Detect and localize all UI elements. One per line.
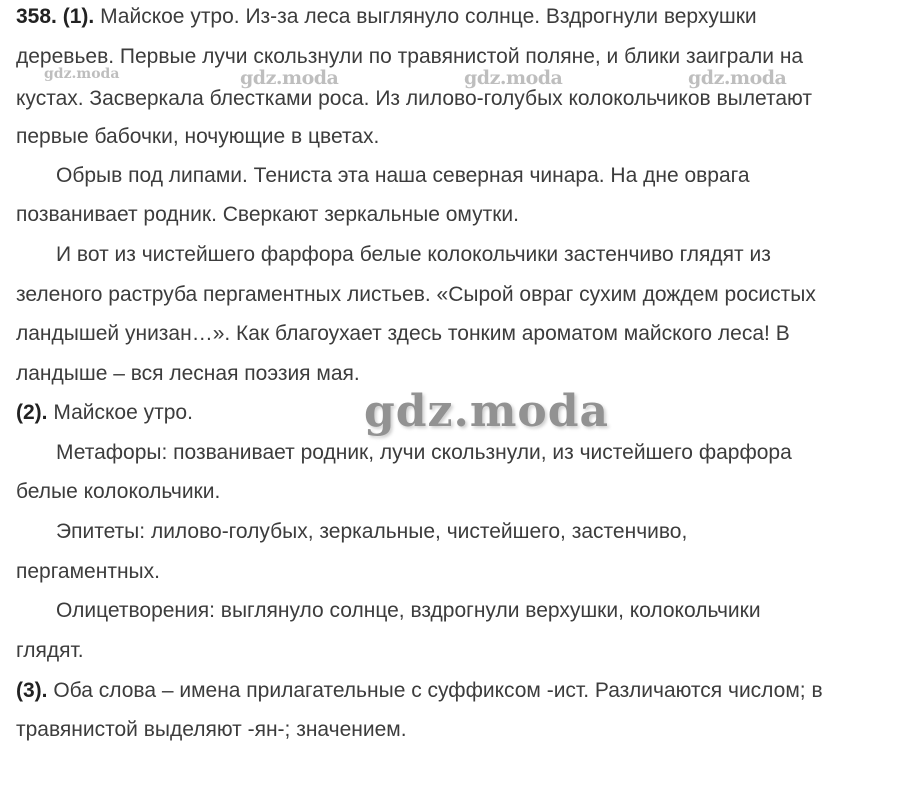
text-line-12: Метафоры: позванивает родник, лучи скользнули, из чистейшего фарфора [56,441,792,464]
text-line-8: зеленого раструба пергаментных листьев. «Сырой овраг сухим дождем росистых [16,283,816,306]
watermark-logo: gdz.moda [464,67,563,89]
part-1-label: (1). [62,5,95,28]
text-content: Оба слова – имена прилагательные с суффиксом -ист. Различаются числом; в [53,679,823,702]
text-line-16: Олицетворения: выглянуло солнце, вздрогнули верхушки, колокольчики [56,599,761,622]
text-line-2: деревьев. Первые лучи скользнули по травянистой поляне, и блики заиграли на [16,45,804,68]
watermark-logo-large: gdz.moda [364,386,610,437]
task-number: 358. [16,5,57,28]
text-line-9: ландышей унизан…». Как благоухает здесь тонким ароматом майского леса! В [16,322,790,345]
text-line-13: белые колокольчики. [16,480,221,503]
text-content: Майское утро. [53,401,193,424]
text-content: Майское утро. Из-за леса выглянуло солнце. Вздрогнули верхушки [100,5,757,28]
text-line-5: Обрыв под липами. Тениста эта наша северная чинара. На дне оврага [56,164,750,187]
text-line-19: травянистой выделяют -ян-; значением. [16,718,407,741]
part-3-label: (3). [16,679,48,702]
text-line-18 [16,676,823,706]
text-line-3: кустах. Засверкала блестками роса. Из лилово-голубых колокольчиков вылетают [16,87,812,110]
watermark-logo: gdz.moda [688,67,787,89]
text-line-14: Эпитеты: лилово-голубых, зеркальные, чистейшего, застенчиво, [56,520,688,543]
text-line-1 [16,2,757,32]
text-line-4: первые бабочки, ночующие в цветах. [16,125,380,148]
text-line-15: пергаментных. [16,560,160,583]
text-line-6: позванивает родник. Сверкают зеркальные омутки. [16,203,519,226]
text-line-10: ландыше – вся лесная поэзия мая. [16,362,360,385]
text-line-17: глядят. [16,639,84,662]
watermark-logo: gdz.moda [44,66,120,82]
watermark-logo: gdz.moda [240,67,339,89]
part-2-label: (2). [16,401,48,424]
text-line-11 [16,398,193,428]
text-line-7: И вот из чистейшего фарфора белые колокольчики застенчиво глядят из [56,243,771,266]
